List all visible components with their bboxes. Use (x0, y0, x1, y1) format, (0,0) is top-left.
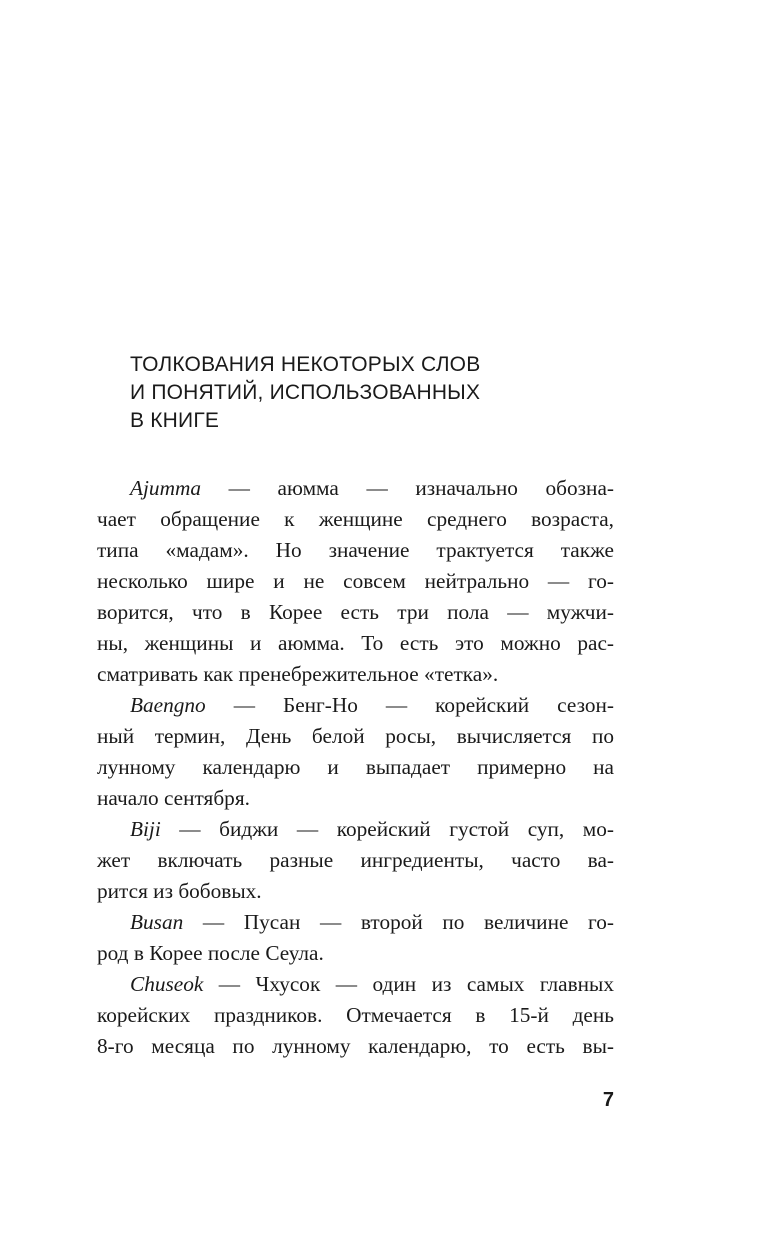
glossary-entry-baengno (97, 690, 614, 814)
heading-line-3: В КНИГЕ (130, 409, 220, 432)
glossary-entry-ajumma (97, 473, 614, 690)
definition-text: — Бенг-Но — корейский сезон- (205, 693, 614, 717)
definition-text: — Пусан — второй по величине го- (183, 910, 614, 934)
text-line: ворится, что в Корее есть три пола — мужчи- (97, 600, 614, 624)
text-line: типа «мадам». Но значение трактуется также (97, 538, 614, 562)
heading-line-2: И ПОНЯТИЙ, ИСПОЛЬЗОВАННЫХ (130, 381, 481, 404)
glossary-entry-biji (97, 814, 614, 907)
text-line: корейских праздников. Отмечается в 15-й день (97, 1003, 614, 1027)
page-number: 7 (602, 1089, 614, 1111)
glossary-term: Biji (130, 817, 161, 841)
text-line: жет включать разные ингредиенты, часто ва- (97, 848, 614, 872)
text-line: ный термин, День белой росы, вычисляется по (97, 724, 614, 748)
text-line: лунному календарю и выпадает примерно на (97, 755, 614, 779)
glossary-body (97, 473, 614, 1062)
text-line: сматривать как пренебрежительное «тетка». (97, 662, 499, 686)
text-line: начало сентября. (97, 786, 250, 810)
text-line: чает обращение к женщине среднего возраста, (97, 507, 614, 531)
text-line (97, 473, 614, 504)
text-line: несколько шире и не совсем нейтрально — го- (97, 569, 614, 593)
text-line: род в Корее после Сеула. (97, 941, 324, 965)
definition-text: — аюмма — изначально обозна- (200, 476, 614, 500)
text-line: 8-го месяца по лунному календарю, то есть вы- (97, 1034, 614, 1058)
text-line: рится из бобовых. (97, 879, 262, 903)
section-heading (130, 351, 630, 435)
glossary-entry-chuseok (97, 969, 614, 1062)
glossary-term: Baengno (130, 693, 206, 717)
glossary-entry-busan (97, 907, 614, 969)
definition-text: — биджи — корейский густой суп, мо- (160, 817, 614, 841)
text-line (97, 907, 614, 938)
glossary-term: Busan (130, 910, 184, 934)
glossary-term: Chuseok (130, 972, 204, 996)
glossary-term: Ajumma (130, 476, 201, 500)
text-line: ны, женщины и аюмма. То есть это можно рас- (97, 631, 614, 655)
text-line (97, 690, 614, 721)
definition-text: — Чхусок — один из самых главных (203, 972, 614, 996)
heading-line-1: ТОЛКОВАНИЯ НЕКОТОРЫХ СЛОВ (130, 353, 481, 376)
text-line (97, 814, 614, 845)
text-line (97, 969, 614, 1000)
